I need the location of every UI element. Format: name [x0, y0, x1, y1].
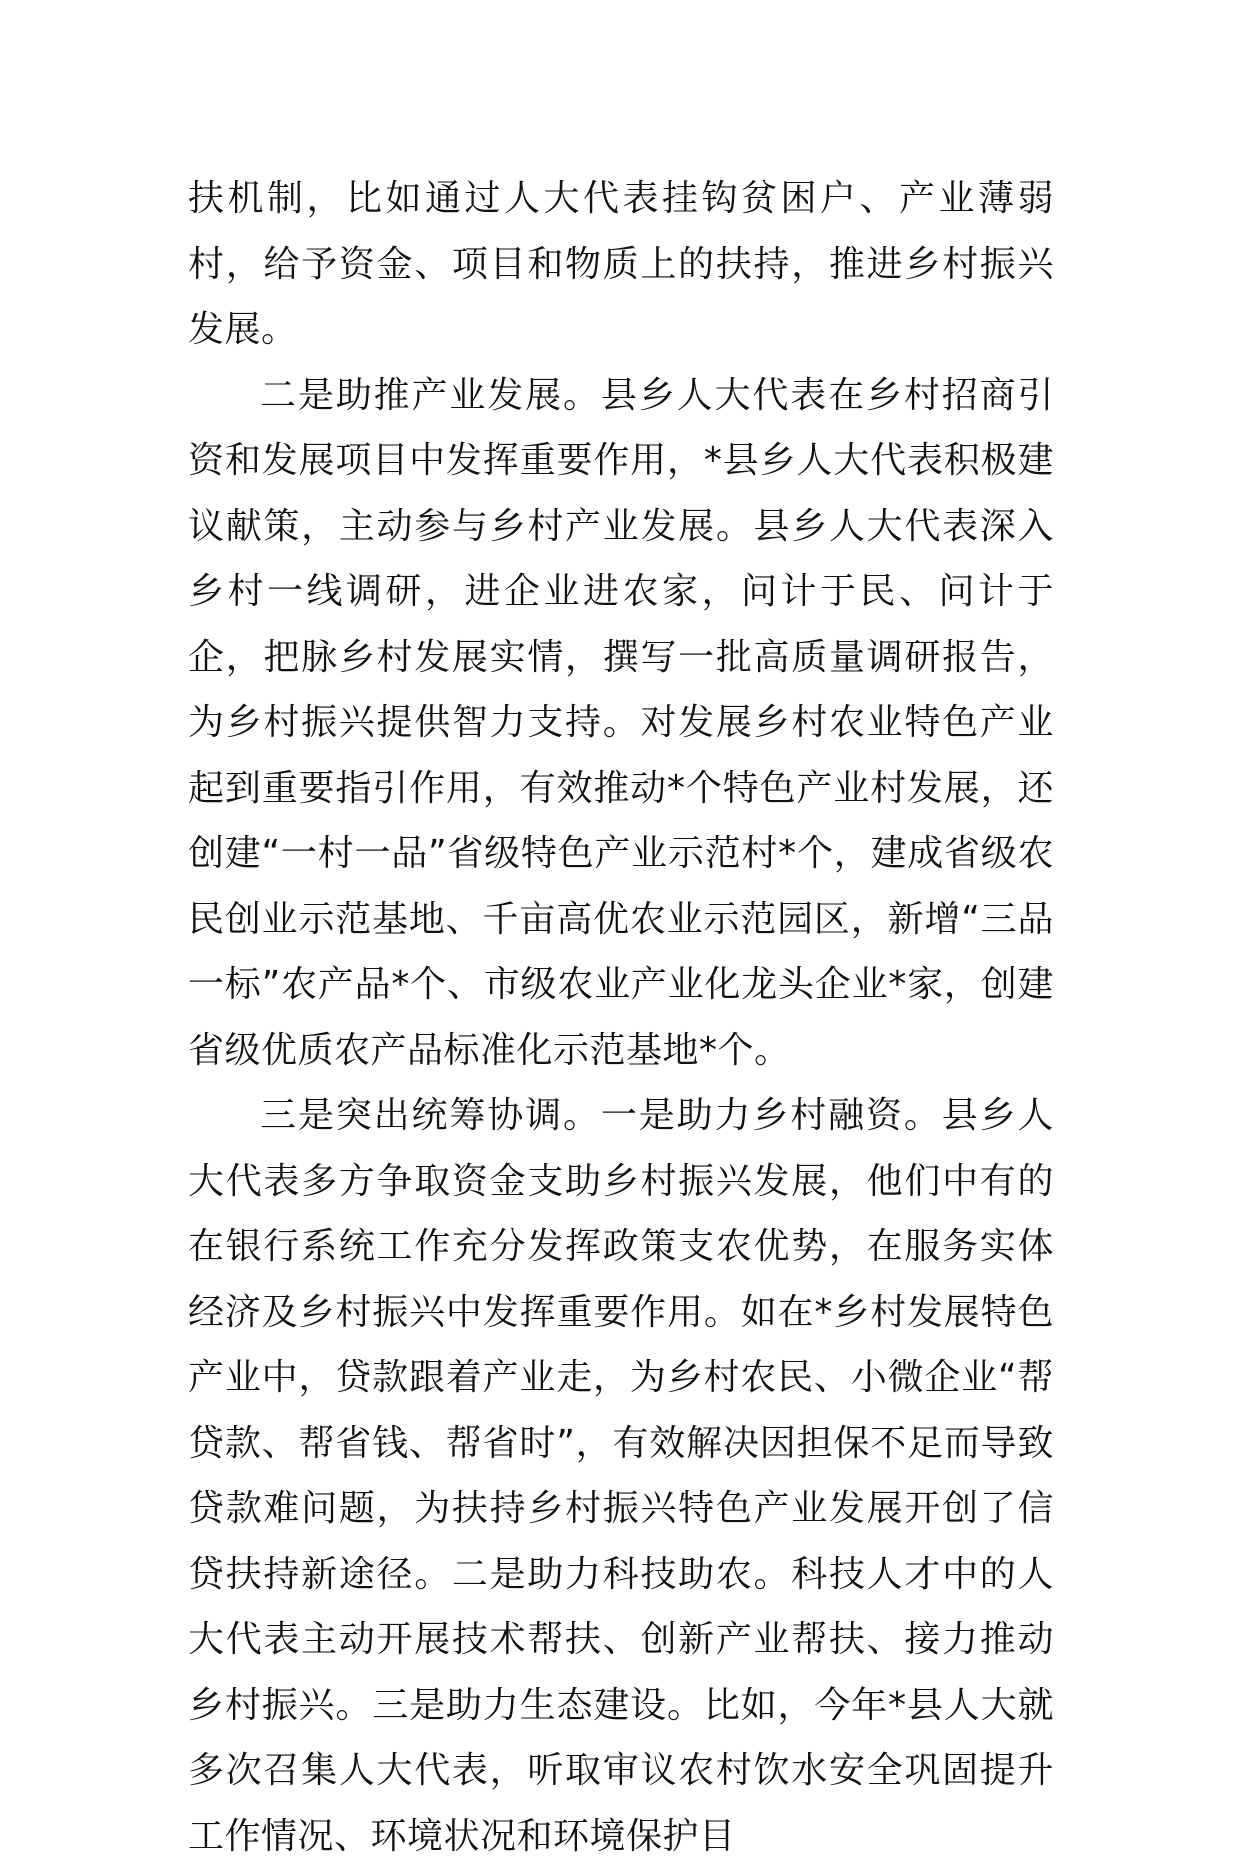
- document-body: [188, 166, 1054, 1869]
- paragraph-coordination: 三是突出统筹协调。一是助力乡村融资。县乡人大代表多方争取资金支助乡村振兴发展，他们中有的在银行系统工作充分发挥政策支农优势，在服务实体经济及乡村振兴中发挥重要作用。如在*乡村发展特色产业中，贷款跟着产业走，为乡村农民、小微企业“帮贷款、帮省钱、帮省时”，有效解决因担保不足而导致贷款难问题，为扶持乡村振兴特色产业发展开创了信贷扶持新途径。二是助力科技助农。科技人才中的人大代表主动开展技术帮扶、创新产业帮扶、接力推动乡村振兴。三是助力生态建设。比如，今年*县人大就多次召集人大代表，听取审议农村饮水安全巩固提升工作情况、环境状况和环境保护目: [188, 1095, 1054, 1857]
- paragraph-continuation: 扶机制，比如通过人大代表挂钩贫困户、产业薄弱村，给予资金、项目和物质上的扶持，推进乡村振兴发展。: [188, 178, 1054, 350]
- paragraph-industry-development: 二是助推产业发展。县乡人大代表在乡村招商引资和发展项目中发挥重要作用，*县乡人大代表积极建议献策，主动参与乡村产业发展。县乡人大代表深入乡村一线调研，进企业进农家，问计于民、问计于企，把脉乡村发展实情，撰写一批高质量调研报告，为乡村振兴提供智力支持。对发展乡村农业特色产业起到重要指引作用，有效推动*个特色产业村发展，还创建“一村一品”省级特色产业示范村*个，建成省级农民创业示范基地、千亩高优农业示范园区，新增“三品一标”农产品*个、市级农业产业化龙头企业*家，创建省级优质农产品标准化示范基地*个。: [188, 374, 1054, 1071]
